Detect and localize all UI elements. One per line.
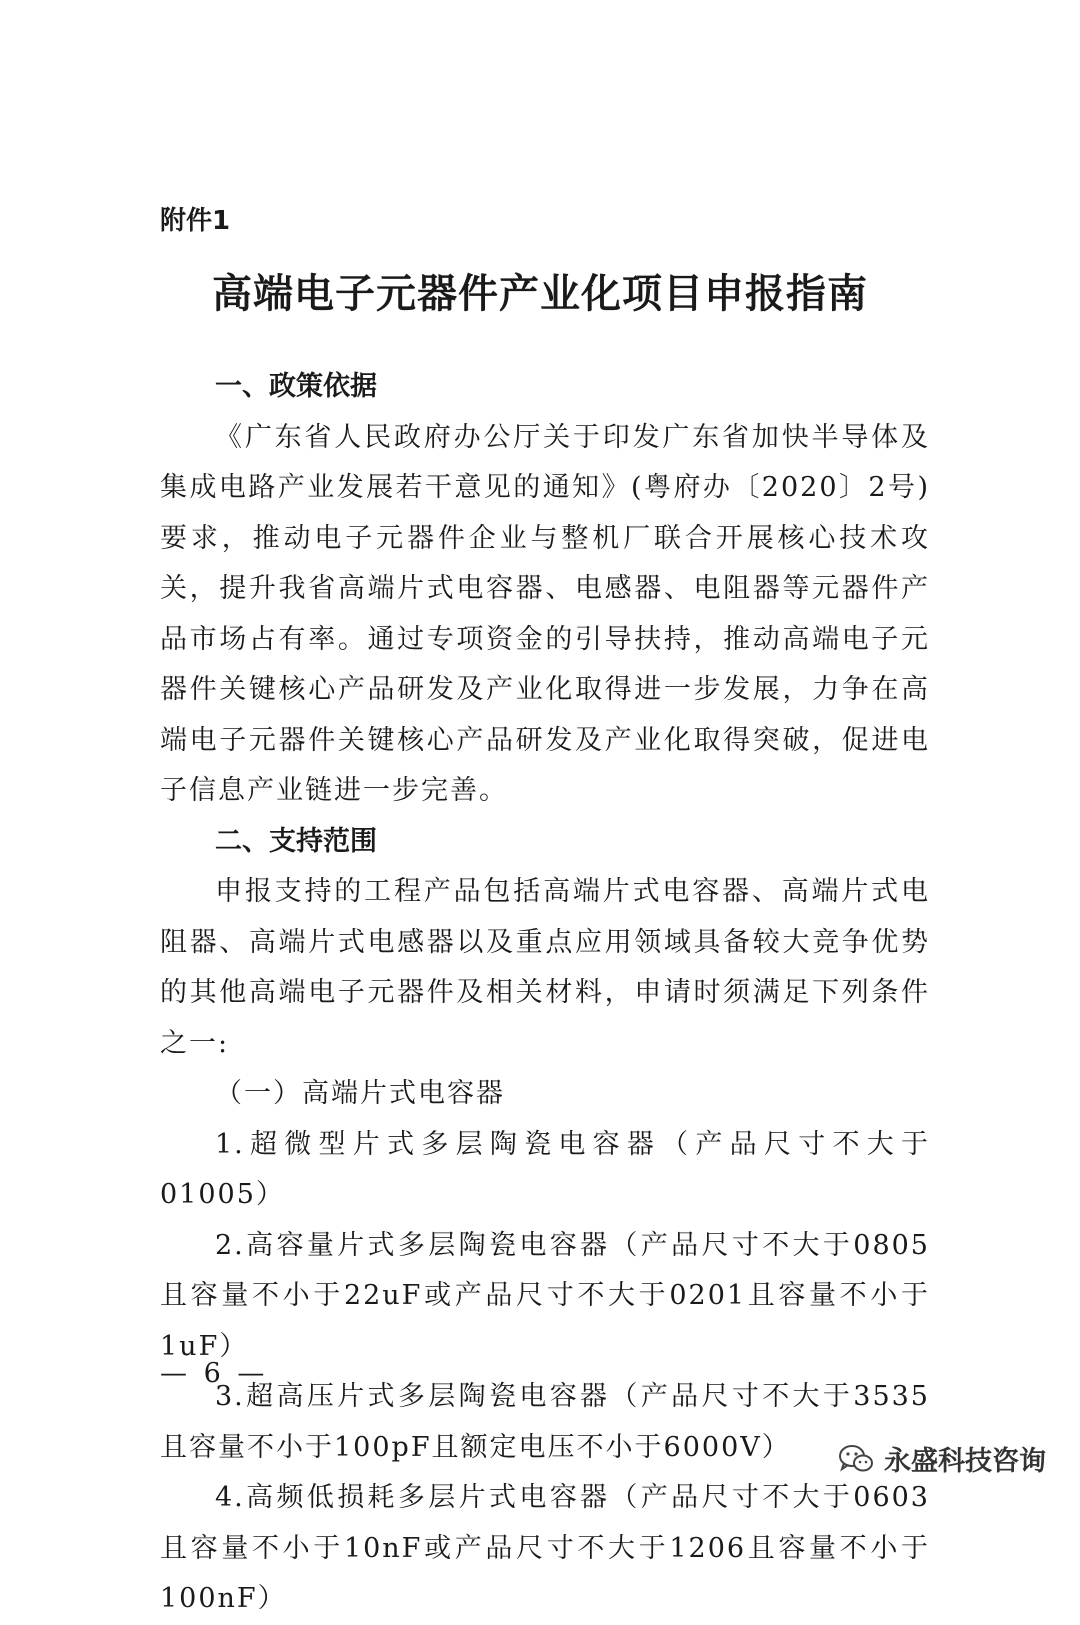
- page-number: — 6 —: [160, 1358, 269, 1389]
- subsection-heading-capacitors: （一）高端片式电容器: [215, 1078, 505, 1109]
- attachment-label: 附件1: [160, 206, 231, 236]
- watermark-text: 永盛科技咨询: [884, 1446, 1046, 1477]
- wechat-icon: [838, 1444, 874, 1474]
- list-item: 3.超高压片式多层陶瓷电容器（产品尺寸不大于3535且容量不小于100pF且额定电压不小于6000V）: [160, 1381, 930, 1463]
- section-heading-scope: 二、支持范围: [215, 825, 377, 857]
- list-item: 2.高容量片式多层陶瓷电容器（产品尺寸不大于0805且容量不小于22uF或产品尺寸不大于0201且容量不小于1uF）: [160, 1229, 930, 1362]
- document-body: [160, 362, 930, 1625]
- scope-paragraph: 申报支持的工程产品包括高端片式电容器、高端片式电阻器、高端片式电感器以及重点应用领域具备较大竞争优势的其他高端电子元器件及相关材料，申请时须满足下列条件之一:: [160, 876, 930, 1059]
- list-item: 1.超微型片式多层陶瓷电容器（产品尺寸不大于01005）: [160, 1128, 930, 1210]
- section-heading-policy: 一、政策依据: [215, 371, 377, 402]
- page-title: 高端电子元器件产业化项目申报指南: [212, 271, 868, 317]
- list-item: 4.高频低损耗多层片式电容器（产品尺寸不大于0603且容量不小于10nF或产品尺寸不大于1206且容量不小于100nF）: [160, 1482, 930, 1614]
- watermark: [838, 1439, 1046, 1478]
- policy-paragraph: 《广东省人民政府办公厅关于印发广东省加快半导体及集成电路产业发展若干意见的通知》(粤府办〔2020〕2号)要求，推动电子元器件企业与整机厂联合开展核心技术攻关，提升我省高端片式电容器、电感器、电阻器等元器件产品市场占有率。通过专项资金的引导扶持，推动高端电子元器件关键核心产品研发及产业化取得进一步发展，力争在高端电子元器件关键核心产品研发及产业化取得突破，促进电子信息产业链进一步完善。: [160, 421, 930, 806]
